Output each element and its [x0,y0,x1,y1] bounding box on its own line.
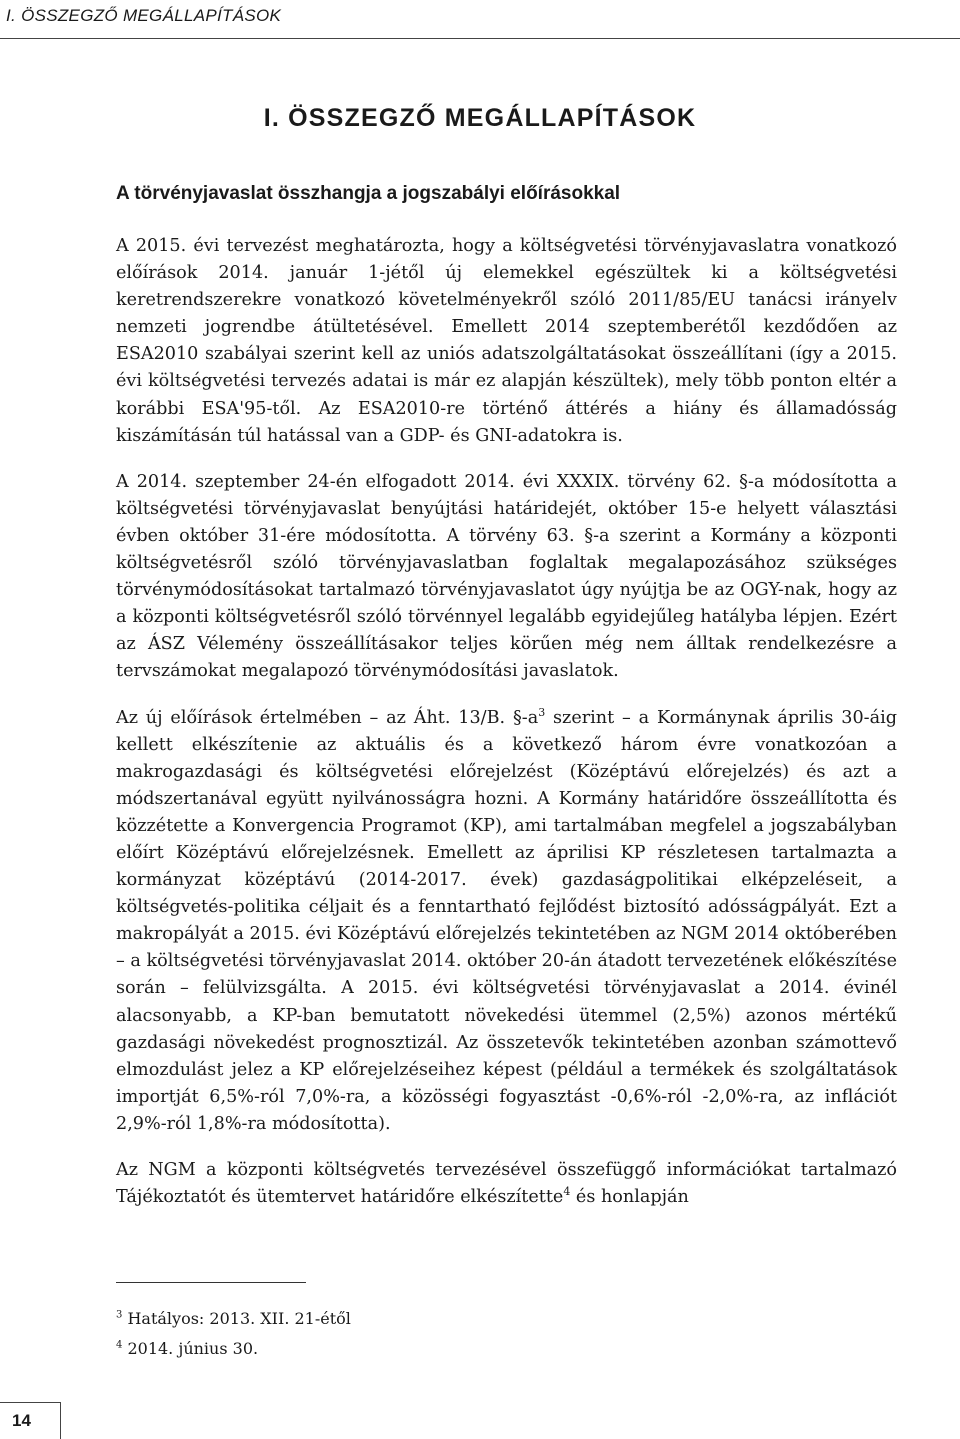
footnotes [116,1304,351,1364]
paragraph-text: Az NGM a központi költségvetés tervezésével összefüggő információkat tartalmazó Tájékoztatót és ütemtervet határidőre elkészítette [116,1160,897,1208]
footnote-ref: 3 [538,705,546,719]
page-number: 14 [12,1411,31,1430]
paragraph: A 2015. évi tervezést meghatározta, hogy a költségvetési törvényjavaslatra vonatkozó előírások 2014. január 1-jétől új elemekkel egészültek ki a költségvetési keretrendszerekre vonatkozó követelményekről szóló 2011/85/EU tanácsi irányelv nemzeti jogrendbe átültetésével. Emellett 2014 szeptemberétől kezdődően az ESA2010 szabályai szerint kell az uniós adatszolgáltatásokat összeállítani (így a 2015. évi költségvetési tervezés adatai is már ez alapján készültek), mely több ponton eltér a korábbi ESA'95-től. Az ESA2010-re történő áttérés a hiány és államadósság kiszámításán túl hatással van a GDP- és GNI-adatokra is. [116,236,897,446]
section-heading: A törvényjavaslat összhangja a jogszabályi előírásokkal [116,183,621,204]
body-text [116,233,897,1230]
paragraph-text: és honlapján [570,1187,689,1208]
footnote-text: Hatályos: 2013. XII. 21-étől [122,1309,351,1328]
running-header-text: I. ÖSSZEGZŐ MEGÁLLAPÍTÁSOK [6,6,282,25]
footnote-divider [116,1282,306,1283]
footnote-text: 2014. június 30. [122,1339,259,1358]
paragraph: A 2014. szeptember 24-én elfogadott 2014. évi XXXIX. törvény 62. §-a módosította a költségvetési törvényjavaslat benyújtási határidejét, október 15-e helyett választási évben október 31-ére módosította. A törvény 63. §-a szerint a Kormány a központi költségvetésről szóló törvényjavaslatban foglaltak megalapozásához szükséges törvénymódosításokat tartalmazó törvényjavaslatot úgy nyújtja be az OGY-nak, hogy az a központi költségvetésről szóló törvénnyel legalább egyidejűleg hatályba lépjen. Ezért az ÁSZ Vélemény összeállításakor teljes körűen még nem álltak rendelkezésre a tervszámokat megalapozó törvénymódosítási javaslatok. [116,471,897,682]
page-number-band [0,1402,61,1439]
running-header [0,0,960,39]
page-title: I. ÖSSZEGZŐ MEGÁLLAPÍTÁSOK [263,104,697,132]
paragraph-text: szerint – a Kormánynak április 30-áig kellett elkészítenie az aktuális és a következő három évre vonatkozóan a makrogazdasági és költségvetési előrejelzést (Középtávú előrejelzés) és azt a módszertanával együtt nyilvánosságra hozni. A Kormány határidőre összeállította és közzétette a Konvergencia Programot (KP), ami tartalmában megfelel a jogszabályban előírt Középtávú előrejelzésnek. Emellett az áprilisi KP részletesen tartalmazta a kormányzat középtávú (2014-2017. évek) gazdaságpolitikai elképzeléseit, a költségvetés-politika céljait és a fenntartható fejlődést biztosító adósságpályát. Ezt a makropályát a 2015. évi Középtávú előrejelzés tekintetében az NGM 2014 októberében – a költségvetési törvényjavaslat 2014. október 20-án átadott tervezetének előkészítése során – felülvizsgálta. A 2015. évi költségvetési törvényjavaslat a 2014. évinél alacsonyabb, a KP-ban bemutatott növekedési ütemmel (2,5%) azonos mértékű gazdasági növekedést prognosztizál. Az összetevők tekintetében azonban számottevő elmozdulást jelez a KP előrejelzéseihez képest (például a termékek és szolgáltatások importját 6,5%-ról 7,0%-ra, a közösségi fogyasztást -0,6%-ról -2,0%-ra, az inflációt 2,9%-ról 1,8%-ra módosította). [116,707,897,1134]
footnote-mark: 3 [116,1309,123,1321]
footnote [116,1334,351,1364]
paragraph [116,705,897,1139]
footnote [116,1304,351,1334]
paragraph-text: Az új előírások értelmében – az Áht. 13/B. §-a [116,707,539,728]
paragraph [116,1157,897,1211]
footnote-mark: 4 [116,1339,123,1351]
footnote-ref: 4 [563,1185,571,1199]
